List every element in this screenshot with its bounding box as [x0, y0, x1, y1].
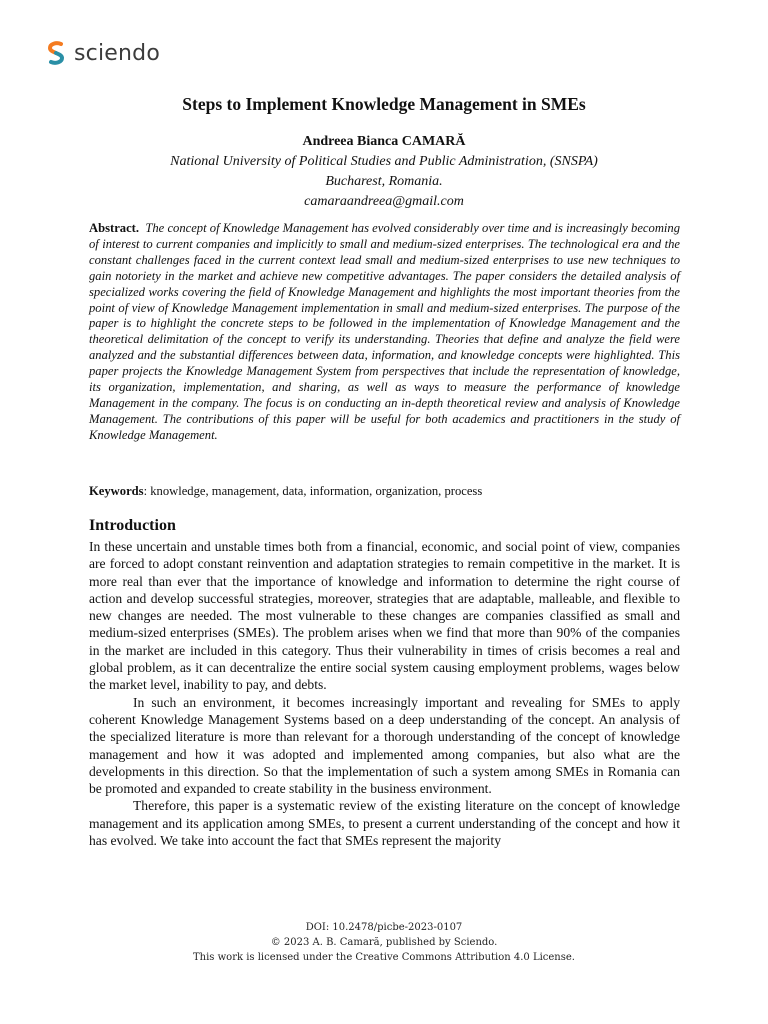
publisher-logo [46, 40, 160, 66]
author-location: Bucharest, Romania. [325, 174, 443, 189]
publisher-name: sciendo [74, 40, 160, 66]
abstract-label: Abstract. [89, 221, 140, 235]
abstract [89, 221, 680, 444]
paragraph: In such an environment, it becomes increasingly important and revealing for SMEs to apply coherent Knowledge Management Systems based on a deep understanding of the concept. An analysis of the specialized literature is more than relevant for a thorough understanding of the concept of knowledge management and how it was adopted and implemented among companies, but also what are the developments in this direction. So that the implementation of such a system among SMEs in Romania can be promoted and expanded to create stability in the business environment. [89, 694, 680, 797]
page-footer [0, 920, 768, 965]
introduction-body [89, 538, 680, 849]
section-heading-introduction: Introduction [89, 517, 176, 534]
keywords-label: Keywords [89, 484, 144, 498]
author-block [0, 132, 768, 212]
footer-copyright: © 2023 A. B. Camară, published by Sciendo. [270, 937, 498, 948]
author-email[interactable]: camaraandreea@gmail.com [304, 194, 464, 209]
sciendo-logo-icon [46, 40, 66, 66]
paragraph: Therefore, this paper is a systematic review of the existing literature on the concept of knowledge management and its application among SMEs, to present a current understanding of the concept and how it has evolved. We take into account the fact that SMEs represent the majority [89, 798, 680, 849]
author-affiliation: National University of Political Studies and Public Administration, (SNSPA) [170, 154, 598, 169]
footer-doi[interactable]: DOI: 10.2478/picbe-2023-0107 [305, 922, 463, 933]
keywords-text: : knowledge, management, data, information, organization, process [143, 484, 483, 498]
author-name: Andreea Bianca CAMARĂ [302, 134, 466, 149]
paper-title: Steps to Implement Knowledge Management in SMEs [182, 94, 586, 114]
paragraph: In these uncertain and unstable times both from a financial, economic, and social point of view, companies are forced to adopt constant reinvention and adaptation strategies to remain competitive in the market. It is more real than ever that the importance of knowledge and information to determine the right course of action and develop successful strategies, moreover, strategies that are adaptable, malleable, and flexible to new changes are needed. The most vulnerable to these changes are companies classified as small and medium-sized enterprises (SMEs). The problem arises when we find that more than 90% of the companies in the market are included in this category. Thus their vulnerability in times of crisis becomes a real and global problem, as it can decentralize the entire social system causing employment problems, wages below the market level, inability to pay, and debts. [89, 539, 680, 693]
footer-license: This work is licensed under the Creative Commons Attribution 4.0 License. [193, 952, 575, 963]
keywords [89, 484, 680, 499]
abstract-text: The concept of Knowledge Management has evolved considerably over time and is increasingly becoming of interest to current companies and implicitly to small and medium-sized enterprises. The technological era and the constant challenges faced in the current context lead small and medium-sized enterprises to use new techniques to gain notoriety in the market and achieve new competitive advantages. The paper considers the detailed analysis of specialized works covering the field of Knowledge Management and highlights the most important theories from the point of view of Knowledge Management implementation in small and medium-sized enterprises. The purpose of the paper is to highlight the concrete steps to be followed in the implementation of Knowledge Management and the theoretical delimitation of the concept to verify its understanding. Theories that define and analyze the field were analyzed and the substantial differences between data, information, and knowledge concepts were highlighted. This paper projects the Knowledge Management System from perspectives that include the representation of knowledge, its organization, implementation, and sharing, as well as ways to measure the performance of knowledge Management in the company. The focus is on conducting an in-depth theoretical review and analysis of Knowledge Management. The contributions of this paper will be useful for both academics and practitioners in the study of Knowledge Management. [89, 221, 681, 442]
